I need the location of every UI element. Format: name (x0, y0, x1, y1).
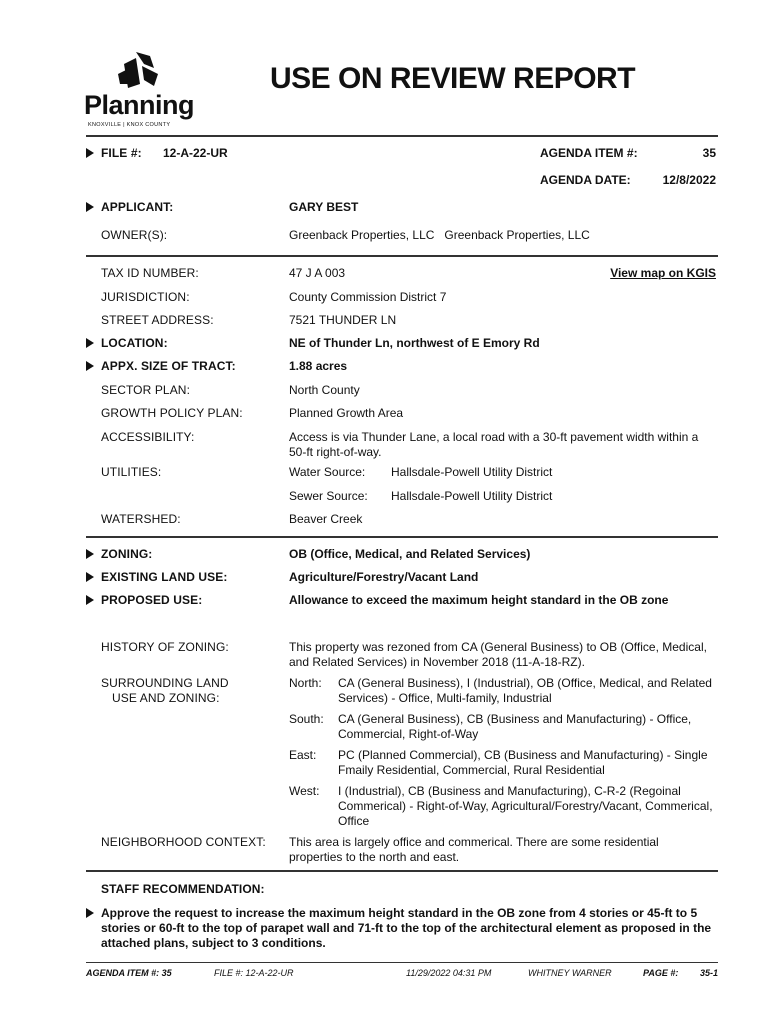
owners-label: OWNER(S): (101, 228, 168, 242)
owners-value: Greenback Properties, LLC Greenback Properties, LLC (289, 228, 590, 242)
tract-size-label: APPX. SIZE OF TRACT: (101, 359, 236, 373)
bullet-arrow-icon (86, 572, 94, 582)
tax-id-value: 47 J A 003 (289, 266, 346, 280)
watershed-value: Beaver Creek (289, 512, 363, 526)
header-rule (86, 135, 718, 137)
south-label: South: (289, 712, 324, 726)
sector-plan-value: North County (289, 383, 360, 397)
footer-timestamp: 11/29/2022 04:31 PM (406, 968, 492, 978)
accessibility-label: ACCESSIBILITY: (101, 430, 195, 444)
bullet-arrow-icon (86, 595, 94, 605)
staff-recommendation-heading: STAFF RECOMMENDATION: (101, 882, 265, 896)
bullet-arrow-icon (86, 338, 94, 348)
staff-recommendation-text: Approve the request to increase the maximum height standard in the OB zone from 4 stories or 45-ft to 5 stories or 60-ft to the top of parapet wall and 71-ft to the top of the architectural element as proposed in the attached plans, subject to 3 conditions. (101, 906, 712, 950)
surrounding-label-line1: SURROUNDING LAND (101, 676, 229, 690)
bullet-arrow-icon (86, 908, 94, 918)
planning-logo-mark-icon (114, 50, 164, 90)
agenda-item-value: 35 (702, 146, 716, 160)
planning-logo-word: Planning (84, 90, 194, 120)
bullet-arrow-icon (86, 361, 94, 371)
section-rule (86, 870, 718, 872)
view-map-kgis-link[interactable]: View map on KGIS (610, 266, 716, 280)
location-label: LOCATION: (101, 336, 168, 350)
section-rule (86, 255, 718, 257)
planning-logo-tagline: KNOXVILLE | KNOX COUNTY (88, 122, 171, 128)
zoning-value: OB (Office, Medical, and Related Services) (289, 547, 531, 561)
footer-page-value: 35-1 (699, 968, 718, 978)
sewer-source-label: Sewer Source: (289, 489, 368, 503)
surrounding-label-line2: USE AND ZONING: (112, 691, 220, 705)
zoning-label: ZONING: (101, 547, 153, 561)
footer-file: FILE #: 12-A-22-UR (214, 968, 294, 978)
file-label: FILE #: (101, 146, 142, 160)
tax-id-label: TAX ID NUMBER: (101, 266, 199, 280)
north-label: North: (289, 676, 322, 690)
section-rule (86, 536, 718, 538)
east-label: East: (289, 748, 317, 762)
footer-rule (86, 962, 718, 963)
bullet-arrow-icon (86, 549, 94, 559)
footer-author: WHITNEY WARNER (528, 968, 612, 978)
street-address-value: 7521 THUNDER LN (289, 313, 397, 327)
sector-plan-label: SECTOR PLAN: (101, 383, 191, 397)
footer-page-label: PAGE #: (643, 968, 679, 978)
agenda-date-value: 12/8/2022 (662, 173, 716, 187)
footer-agenda-item: AGENDA ITEM #: 35 (86, 968, 172, 978)
east-value: PC (Planned Commercial), CB (Business and Manufacturing) - Single Fmaily Residential, Commercial, Rural Residential (338, 748, 708, 777)
accessibility-value: Access is via Thunder Lane, a local road with a 30-ft pavement width within a 50-ft right-of-way. (289, 430, 699, 459)
utilities-label: UTILITIES: (101, 465, 162, 479)
west-value: I (Industrial), CB (Business and Manufacturing), C-R-2 (Regoinal Commerical) - Right-of-Way, Agricultural/Forestry/Vacant, Commerical, Office (338, 784, 713, 828)
north-value: CA (General Business), I (Industrial), OB (Office, Medical, and Related Services) - Office, Multi-family, Industrial (338, 676, 712, 705)
jurisdiction-label: JURISDICTION: (101, 290, 190, 304)
location-value: NE of Thunder Ln, northwest of E Emory Rd (289, 336, 540, 350)
growth-policy-value: Planned Growth Area (289, 406, 404, 420)
history-of-zoning-value: This property was rezoned from CA (General Business) to OB (Office, Medical, and Related Services) in November 2018 (11-A-18-RZ). (289, 640, 707, 669)
neighborhood-context-label: NEIGHBORHOOD CONTEXT: (101, 835, 266, 849)
proposed-use-label: PROPOSED USE: (101, 593, 203, 607)
bullet-arrow-icon (86, 148, 94, 158)
water-source-label: Water Source: (289, 465, 366, 479)
street-address-label: STREET ADDRESS: (101, 313, 214, 327)
tract-size-value: 1.88 acres (289, 359, 348, 373)
existing-land-use-label: EXISTING LAND USE: (101, 570, 228, 584)
watershed-label: WATERSHED: (101, 512, 181, 526)
applicant-label: APPLICANT: (101, 200, 174, 214)
jurisdiction-value: County Commission District 7 (289, 290, 447, 304)
sewer-source-value: Hallsdale-Powell Utility District (391, 489, 553, 503)
planning-logo (84, 50, 194, 132)
water-source-value: Hallsdale-Powell Utility District (391, 465, 553, 479)
existing-land-use-value: Agriculture/Forestry/Vacant Land (289, 570, 479, 584)
growth-policy-label: GROWTH POLICY PLAN: (101, 406, 243, 420)
south-value: CA (General Business), CB (Business and Manufacturing) - Office, Commercial, Right-of-Way (338, 712, 692, 741)
proposed-use-value: Allowance to exceed the maximum height standard in the OB zone (289, 593, 669, 607)
neighborhood-context-value: This area is largely office and commerical. There are some residential properties to the north and east. (289, 835, 659, 864)
history-of-zoning-label: HISTORY OF ZONING: (101, 640, 229, 654)
agenda-date-label: AGENDA DATE: (540, 173, 631, 187)
west-label: West: (289, 784, 320, 798)
file-value: 12-A-22-UR (163, 146, 228, 160)
agenda-item-label: AGENDA ITEM #: (540, 146, 638, 160)
report-title: USE ON REVIEW REPORT (270, 62, 636, 95)
applicant-value: GARY BEST (289, 200, 359, 214)
bullet-arrow-icon (86, 202, 94, 212)
